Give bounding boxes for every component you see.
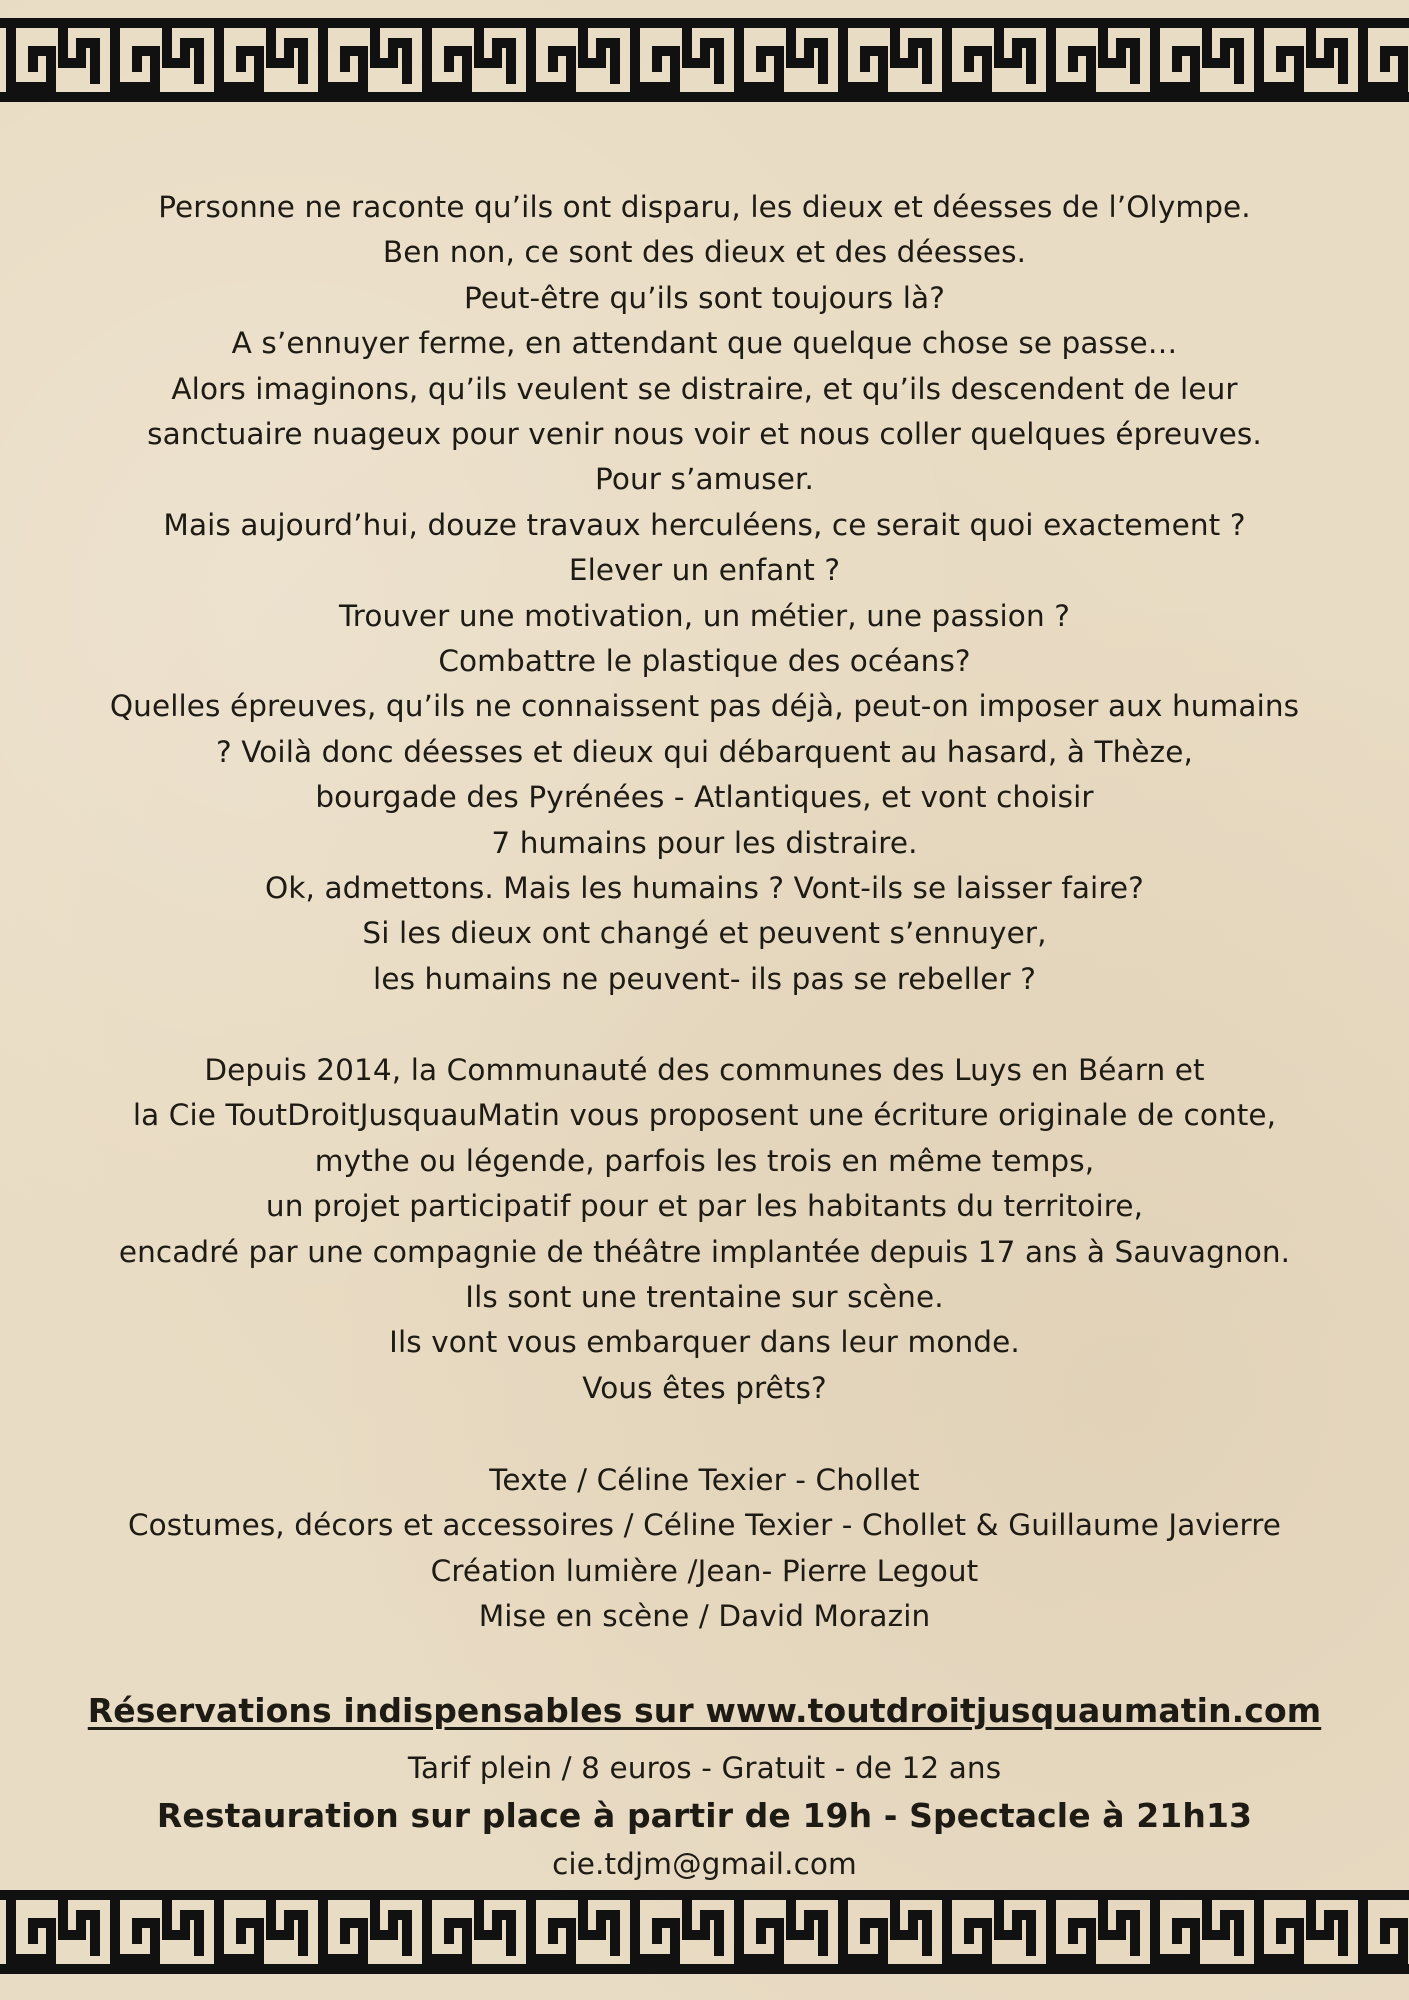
story-line: Peut-être qu’ils sont toujours là?: [464, 280, 945, 315]
project-line: mythe ou légende, parfois les trois en même temps,: [314, 1143, 1095, 1178]
project-line: encadré par une compagnie de théâtre implantée depuis 17 ans à Sauvagnon.: [118, 1234, 1291, 1269]
story-line: 7 humains pour les distraire.: [491, 825, 918, 860]
story-line: ? Voilà donc déesses et dieux qui débarquent au hasard, à Thèze,: [216, 734, 1193, 769]
story-line: Alors imaginons, qu’ils veulent se distraire, et qu’ils descendent de leur: [171, 371, 1238, 406]
story-line: Si les dieux ont changé et peuvent s’ennuyer,: [362, 916, 1047, 951]
credits-line: Création lumière /Jean- Pierre Legout: [430, 1553, 979, 1588]
story-line: Ben non, ce sont des dieux et des déesses.: [382, 235, 1027, 270]
credits-line: Costumes, décors et accessoires / Céline Texier - Chollet & Guillaume Javierre: [127, 1508, 1282, 1543]
pricing-text: Tarif plein / 8 euros - Gratuit - de 12 ans: [407, 1751, 1002, 1785]
credits-line: Mise en scène / David Morazin: [478, 1599, 931, 1634]
project-line: Ils sont une trentaine sur scène.: [465, 1280, 944, 1314]
story-line: Combattre le plastique des océans?: [438, 644, 971, 678]
story-line: Trouver une motivation, un métier, une passion ?: [339, 598, 1070, 633]
story-line: Personne ne raconte qu’ils ont disparu, les dieux et déesses de l’Olympe.: [158, 190, 1251, 224]
project-line: Vous êtes prêts?: [582, 1370, 827, 1405]
project-line: Depuis 2014, la Communauté des communes des Luys en Béarn et: [204, 1053, 1205, 1087]
story-line: sanctuaire nuageux pour venir nous voir et nous coller quelques épreuves.: [147, 417, 1262, 451]
credits-line: Texte / Céline Texier - Chollet: [489, 1463, 920, 1497]
story-line: Mais aujourd’hui, douze travaux herculéens, ce serait quoi exactement ?: [163, 507, 1246, 542]
project-line: la Cie ToutDroitJusquauMatin vous proposent une écriture originale de conte,: [132, 1098, 1277, 1133]
reservation-link[interactable]: Réservations indispensables sur www.toutdroitjusquaumatin.com: [87, 1691, 1322, 1730]
poster-content: [40, 0, 1369, 2000]
project-line: un projet participatif pour et par les habitants du territoire,: [265, 1189, 1144, 1224]
story-line: A s’ennuyer ferme, en attendant que quelque chose se passe…: [231, 326, 1178, 361]
story-line: Elever un enfant ?: [568, 553, 841, 588]
story-line: Quelles épreuves, qu’ils ne connaissent pas déjà, peut-on imposer aux humains: [109, 689, 1300, 724]
story-line: bourgade des Pyrénées - Atlantiques, et vont choisir: [315, 780, 1094, 815]
story-line: Pour s’amuser.: [595, 462, 814, 497]
schedule-text: Restauration sur place à partir de 19h - Spectacle à 21h13: [156, 1796, 1253, 1835]
greek-key-border-bottom: [0, 1890, 1409, 2000]
contact-email[interactable]: cie.tdjm@gmail.com: [552, 1847, 857, 1881]
project-line: Ils vont vous embarquer dans leur monde.: [389, 1325, 1020, 1360]
story-line: les humains ne peuvent- ils pas se rebeller ?: [373, 961, 1036, 996]
story-line: Ok, admettons. Mais les humains ? Vont-ils se laisser faire?: [265, 871, 1144, 905]
